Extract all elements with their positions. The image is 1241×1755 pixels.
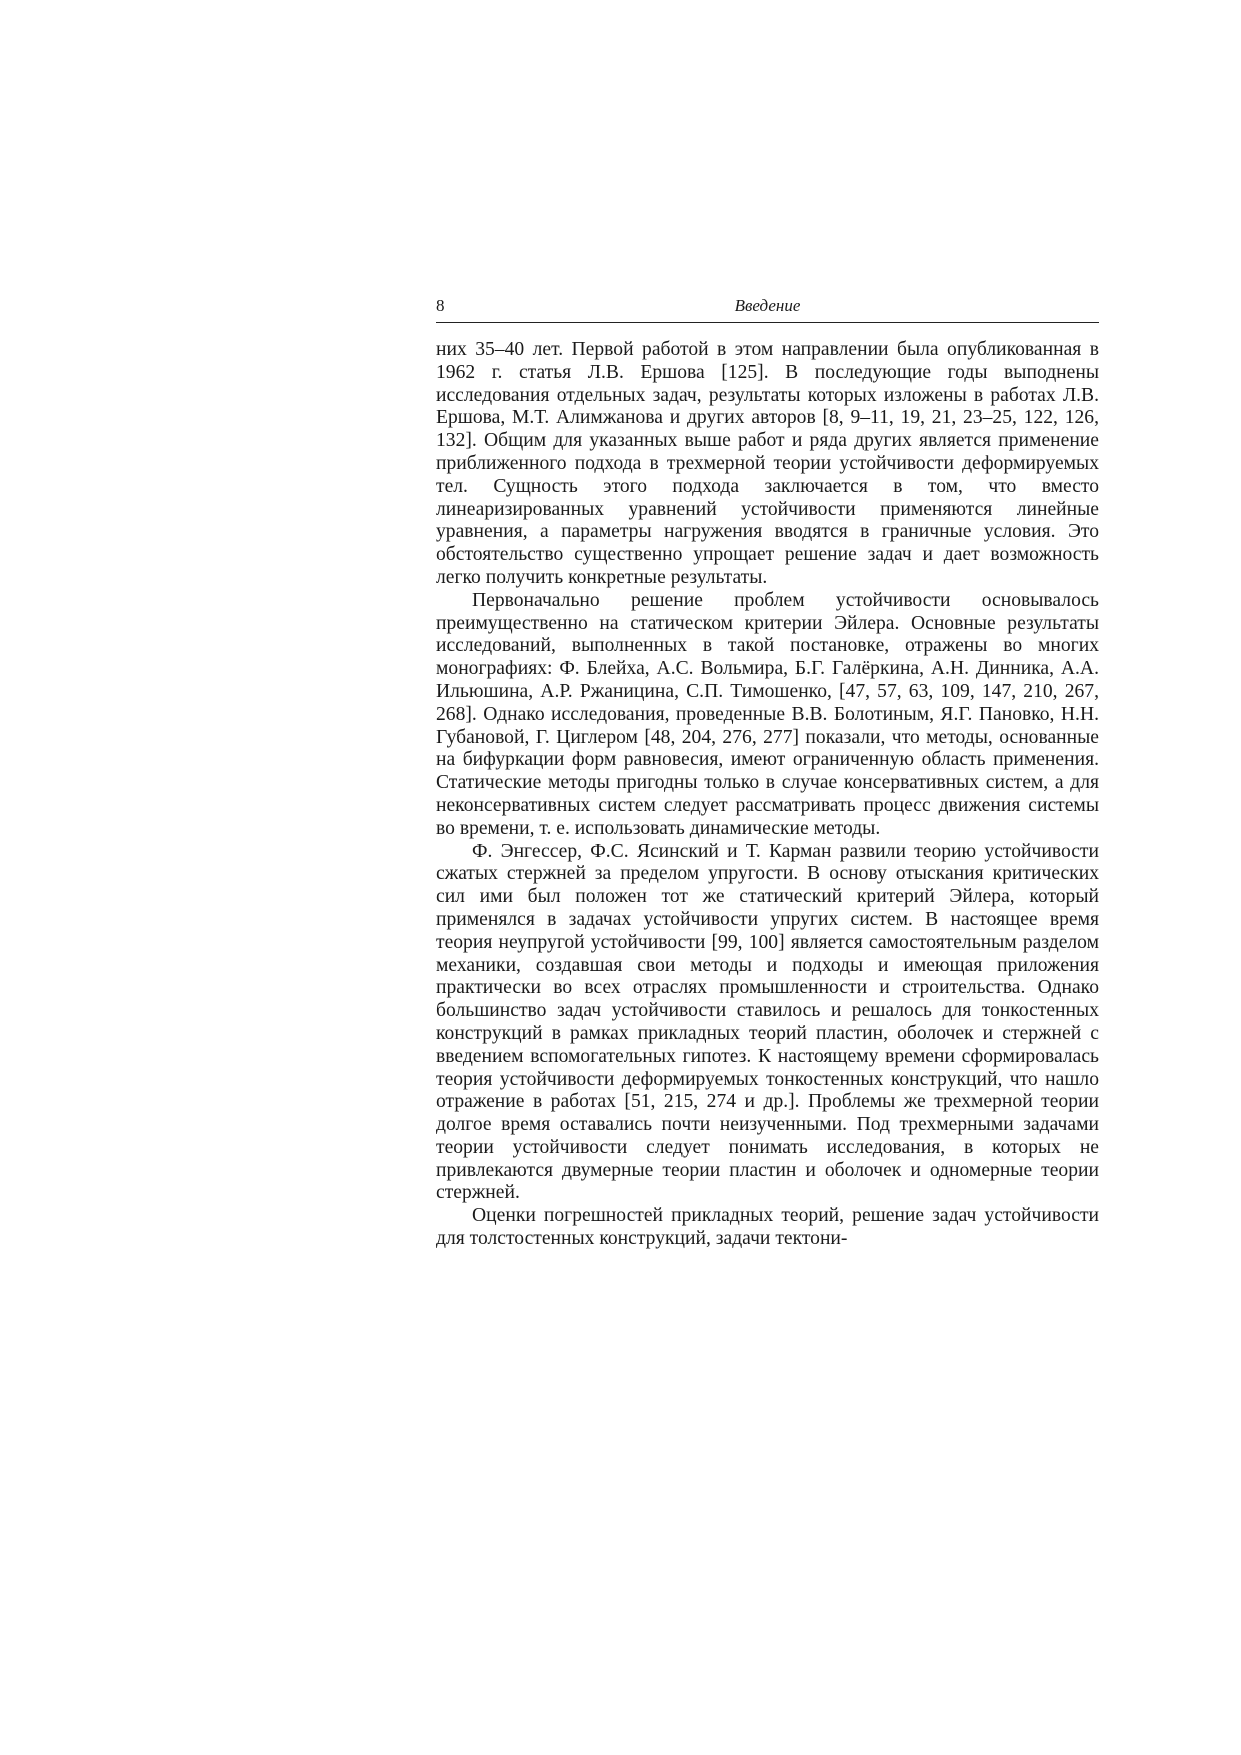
book-page — [436, 296, 1099, 1251]
paragraph: Ф. Энгессер, Ф.С. Ясинский и Т. Карман развили теорию устойчивости сжатых стержней за пределом упругости. В основу отыскания критических сил ими был положен тот же статический критерий Эйлера, который применялся в задачах устойчивости упругих систем. В настоящее время теория неупругой устойчивости [99, 100] является самостоятельным разделом механики, создавшая свои методы и подходы и имеющая приложения практически во всех отраслях промышленности и строительства. Однако большинство задач устойчивости ставилось и решалось для тонкостенных конструкций в рамках прикладных теорий пластин, оболочек и стержней с введением вспомогательных гипотез. К настоящему времени сформировалась теория устойчивости деформируемых тонкостенных конструкций, что нашло отражение в работах [51, 215, 274 и др.]. Проблемы же трехмерной теории долгое время оставались почти неизученными. Под трехмерными задачами теории устойчивости следует понимать исследования, в которых не привлекаются двумерные теории пластин и оболочек и одномерные теории стержней. — [436, 840, 1099, 1204]
section-title: Введение — [734, 296, 801, 315]
paragraph-continuation: них 35–40 лет. Первой работой в этом направлении была опубликованная в 1962 г. статья Л.В. Ершова [125]. В последующие годы выподнены исследования отдельных задач, результаты которых изложены в работах Л.В. Ершова, М.Т. Алимжанова и других авторов [8, 9–11, 19, 21, 23–25, 122, 126, 132]. Общим для указанных выше работ и ряда других является применение приближенного подхода в трехмерной теории устойчивости деформируемых тел. Сущность этого подхода заключается в том, что вместо линеаризированных уравнений устойчивости применяются линейные уравнения, а параметры нагружения вводятся в граничные условия. Это обстоятельство существенно упрощает решение задач и дает возможность легко получить конкретные результаты. — [436, 339, 1099, 588]
running-head — [436, 296, 1099, 323]
paragraph: Оценки погрешностей прикладных теорий, решение задач устойчивости для толстостенных конструкций, задачи тектони- — [436, 1205, 1099, 1250]
body-text — [436, 339, 1099, 1251]
page-number: 8 — [436, 296, 445, 315]
paragraph: Первоначально решение проблем устойчивости основывалось преимущественно на статическом критерии Эйлера. Основные результаты исследований, выполненных в такой постановке, отражены во многих монографиях: Ф. Блейха, А.С. Вольмира, Б.Г. Галёркина, А.Н. Динника, А.А. Ильюшина, А.Р. Ржаницина, С.П. Тимошенко, [47, 57, 63, 109, 147, 210, 267, 268]. Однако исследования, проведенные В.В. Болотиным, Я.Г. Пановко, Н.Н. Губановой, Г. Циглером [48, 204, 276, 277] показали, что методы, основанные на бифуркации форм равновесия, имеют ограниченную область применения. Статические методы пригодны только в случае консервативных систем, а для неконсервативных систем следует рассматривать процесс движения системы во времени, т. е. использовать динамические методы. — [436, 589, 1099, 839]
